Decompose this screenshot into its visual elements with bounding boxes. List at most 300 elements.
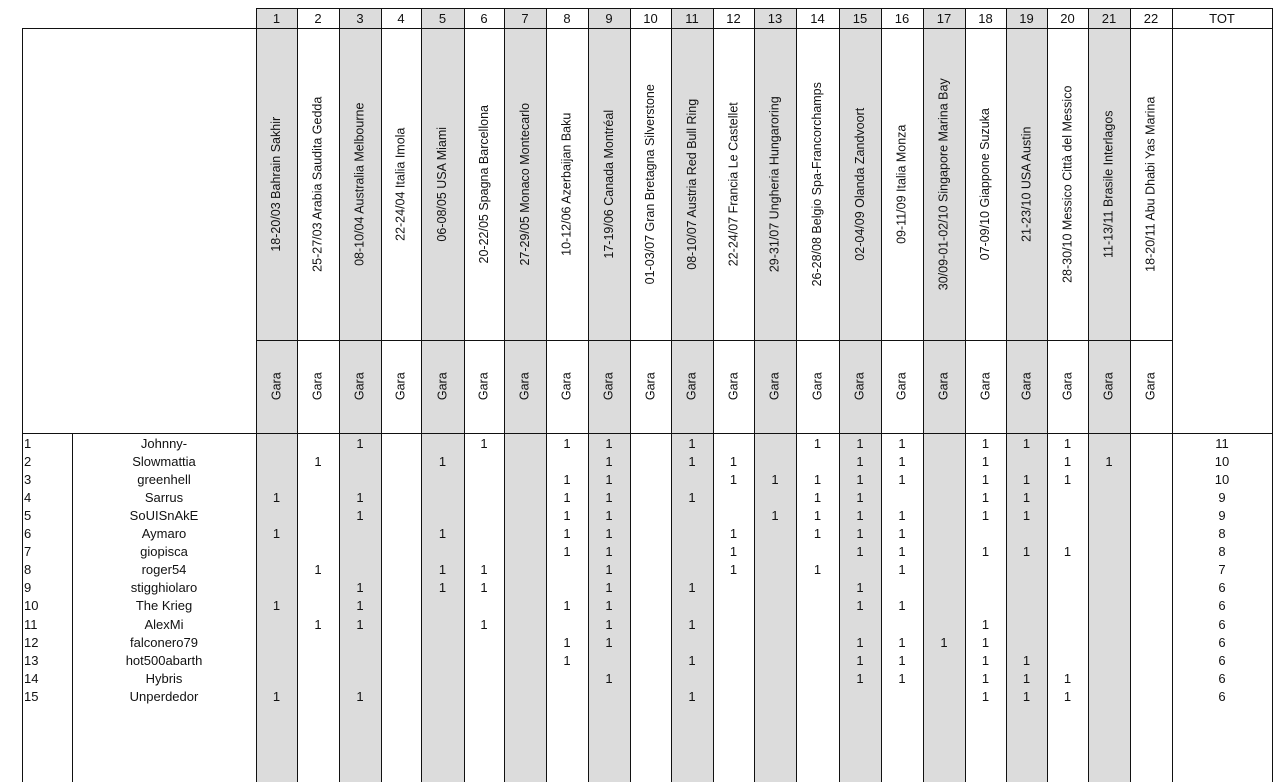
race-label-cell — [1006, 28, 1047, 340]
score-mark: 1 — [605, 580, 613, 596]
score-mark: 1 — [563, 435, 571, 451]
score-mark: 1 — [856, 489, 864, 505]
grid-line — [381, 8, 382, 433]
score-mark: 1 — [1063, 544, 1072, 560]
row-total: 8 — [1218, 526, 1226, 542]
grid-line — [504, 8, 505, 433]
session-cell — [923, 340, 965, 433]
race-label: 01-03/07 Gran Bretagna Silverstone — [643, 83, 658, 285]
race-label-cell — [630, 28, 671, 340]
player-name: The Krieg — [135, 598, 193, 614]
score-mark: 1 — [605, 507, 613, 523]
score-mark: 1 — [856, 526, 864, 542]
score-mark: 1 — [856, 598, 864, 614]
row-total: 6 — [1218, 652, 1226, 668]
session-cell — [754, 340, 796, 433]
grid-line — [22, 28, 23, 782]
session-label: Gara — [601, 372, 616, 401]
race-label-cell — [381, 28, 421, 340]
score-mark: 1 — [771, 471, 779, 487]
session-label: Gara — [936, 372, 951, 401]
score-mark: 1 — [605, 471, 613, 487]
grid-line — [839, 434, 840, 782]
session-label: Gara — [767, 372, 782, 401]
race-label: 21-23/10 USA Austin — [1019, 126, 1034, 242]
score-mark: 1 — [898, 598, 906, 614]
score-mark: 1 — [981, 688, 990, 704]
session-label: Gara — [978, 372, 993, 401]
score-mark: 1 — [813, 471, 822, 487]
race-label-cell — [504, 28, 546, 340]
race-label: 18-20/03 Bahrain Sakhir — [269, 116, 284, 252]
score-mark: 1 — [272, 598, 281, 614]
score-mark: 1 — [356, 489, 364, 505]
session-label: Gara — [393, 372, 408, 401]
row-total: 9 — [1218, 507, 1226, 523]
player-name: Unperdedor — [129, 688, 199, 704]
score-mark: 1 — [856, 670, 864, 686]
grid-line — [256, 340, 1172, 341]
score-mark: 1 — [1022, 670, 1031, 686]
session-label: Gara — [435, 372, 450, 401]
score-mark: 1 — [480, 562, 488, 578]
score-mark: 1 — [729, 471, 738, 487]
score-mark: 1 — [563, 471, 571, 487]
score-mark: 1 — [981, 652, 990, 668]
score-mark: 1 — [563, 634, 571, 650]
score-mark: 1 — [856, 471, 864, 487]
race-number: 6 — [480, 10, 488, 26]
score-mark: 1 — [813, 435, 822, 451]
race-column-shade — [1088, 434, 1130, 782]
race-label: 22-24/04 Italia Imola — [393, 127, 408, 241]
session-cell — [297, 340, 339, 433]
score-mark: 1 — [856, 580, 864, 596]
score-mark: 1 — [898, 634, 906, 650]
score-mark: 1 — [438, 580, 447, 596]
score-mark: 1 — [771, 507, 779, 523]
grid-line — [256, 8, 1273, 9]
grid-line — [297, 8, 298, 433]
session-cell — [839, 340, 881, 433]
session-label: Gara — [1060, 372, 1075, 401]
total-header: TOT — [1209, 10, 1235, 26]
row-total: 8 — [1218, 544, 1226, 560]
grid-line — [1047, 8, 1048, 433]
race-label-cell — [1130, 28, 1172, 340]
score-mark: 1 — [856, 453, 864, 469]
score-mark: 1 — [688, 616, 696, 632]
score-mark: 1 — [1063, 670, 1072, 686]
row-total: 6 — [1218, 688, 1226, 704]
race-label: 08-10/04 Australia Melbourne — [352, 102, 367, 266]
grid-line — [796, 8, 797, 433]
player-name: Aymaro — [141, 526, 187, 542]
race-number: 7 — [521, 10, 529, 26]
grid-line — [588, 8, 589, 433]
grid-line — [1088, 8, 1089, 433]
score-mark: 1 — [813, 507, 822, 523]
player-name: hot500abarth — [125, 652, 203, 668]
session-cell — [421, 340, 464, 433]
grid-line — [630, 8, 631, 433]
score-mark: 1 — [898, 507, 906, 523]
score-mark: 1 — [1022, 688, 1031, 704]
grid-line — [588, 434, 589, 782]
score-mark: 1 — [1022, 507, 1031, 523]
score-mark: 1 — [729, 562, 738, 578]
session-label: Gara — [852, 372, 867, 401]
score-mark: 1 — [1105, 453, 1113, 469]
score-mark: 1 — [356, 688, 364, 704]
rank-cell: 1 — [24, 435, 32, 451]
session-label: Gara — [1143, 372, 1158, 401]
score-mark: 1 — [605, 670, 613, 686]
race-label-cell — [671, 28, 713, 340]
race-label-cell — [297, 28, 339, 340]
score-mark: 1 — [813, 562, 822, 578]
score-mark: 1 — [856, 544, 864, 560]
race-label: 28-30/10 Messico Città del Messico — [1060, 85, 1075, 283]
score-mark: 1 — [314, 562, 322, 578]
race-label-cell — [1047, 28, 1088, 340]
score-mark: 1 — [438, 453, 447, 469]
rank-cell: 2 — [24, 453, 32, 469]
race-label: 08-10/07 Austria Red Bull Ring — [684, 98, 699, 270]
score-mark: 1 — [981, 544, 990, 560]
score-mark: 1 — [856, 507, 864, 523]
score-mark: 1 — [563, 526, 571, 542]
race-number: 10 — [643, 10, 658, 26]
race-label-cell — [881, 28, 923, 340]
score-mark: 1 — [356, 435, 364, 451]
score-mark: 1 — [356, 616, 364, 632]
score-mark: 1 — [563, 489, 571, 505]
race-label-cell — [1088, 28, 1130, 340]
rank-cell: 4 — [24, 489, 32, 505]
grid-line — [1130, 434, 1131, 782]
rank-cell: 9 — [24, 580, 32, 596]
grid-line — [713, 8, 714, 433]
session-label: Gara — [517, 372, 532, 401]
race-label-cell — [713, 28, 754, 340]
player-name: Slowmattia — [132, 453, 196, 469]
race-number: 4 — [397, 10, 405, 26]
score-mark: 1 — [688, 453, 696, 469]
session-cell — [256, 340, 297, 433]
score-mark: 1 — [688, 489, 696, 505]
session-label: Gara — [894, 372, 909, 401]
race-label: 17-19/06 Canada Montréal — [601, 109, 616, 259]
race-column-shade — [504, 434, 546, 782]
grid-line — [965, 434, 966, 782]
race-label-cell — [256, 28, 297, 340]
race-number: 3 — [356, 10, 364, 26]
score-mark: 1 — [605, 435, 613, 451]
race-label: 26-28/08 Belgio Spa-Francorchamps — [810, 81, 825, 287]
player-name: falconero79 — [130, 634, 198, 650]
grid-line — [671, 8, 672, 433]
score-mark: 1 — [856, 435, 864, 451]
session-cell — [1047, 340, 1088, 433]
grid-line — [1047, 434, 1048, 782]
race-label-cell — [839, 28, 881, 340]
race-number: 12 — [726, 10, 741, 26]
score-mark: 1 — [480, 435, 488, 451]
race-label: 20-22/05 Spagna Barcellona — [476, 104, 491, 264]
session-cell — [881, 340, 923, 433]
grid-line — [546, 434, 547, 782]
grid-line — [22, 433, 1273, 434]
race-number: 2 — [314, 10, 322, 26]
rank-cell: 11 — [24, 616, 38, 632]
grid-line — [1130, 8, 1131, 433]
score-mark: 1 — [438, 526, 447, 542]
score-mark: 1 — [356, 507, 364, 523]
race-label: 25-27/03 Arabia Saudita Gedda — [310, 96, 325, 272]
score-mark: 1 — [605, 544, 613, 560]
score-mark: 1 — [981, 435, 990, 451]
race-label: 22-24/07 Francia Le Castellet — [726, 102, 741, 266]
rank-cell: 15 — [24, 688, 39, 704]
grid-line — [923, 434, 924, 782]
score-mark: 1 — [688, 652, 696, 668]
score-mark: 1 — [356, 598, 364, 614]
score-mark: 1 — [605, 562, 613, 578]
score-mark: 1 — [856, 634, 864, 650]
player-name: roger54 — [141, 562, 187, 578]
score-mark: 1 — [729, 453, 738, 469]
race-label: 29-31/07 Ungheria Hungaroring — [767, 96, 782, 272]
race-label: 02-04/09 Olanda Zandvoort — [852, 107, 867, 261]
race-label: 10-12/06 Azerbaijan Baku — [559, 112, 574, 256]
rank-cell: 8 — [24, 562, 32, 578]
score-mark: 1 — [314, 453, 322, 469]
score-mark: 1 — [605, 526, 613, 542]
grid-line — [464, 8, 465, 433]
score-mark: 1 — [981, 670, 990, 686]
score-mark: 1 — [898, 453, 906, 469]
session-cell — [339, 340, 381, 433]
grid-line — [671, 434, 672, 782]
grid-line — [881, 434, 882, 782]
session-cell — [1088, 340, 1130, 433]
grid-line — [72, 434, 73, 782]
score-mark: 1 — [898, 526, 906, 542]
grid-line — [713, 434, 714, 782]
session-cell — [965, 340, 1006, 433]
race-label-cell — [464, 28, 504, 340]
race-label: 11-13/11 Brasile Interlagos — [1101, 110, 1116, 258]
race-label: 18-20/11 Abu Dhabi Yas Marina — [1143, 96, 1158, 272]
row-total: 10 — [1214, 471, 1230, 487]
score-mark: 1 — [1022, 652, 1031, 668]
grid-line — [421, 434, 422, 782]
score-mark: 1 — [272, 688, 281, 704]
score-mark: 1 — [272, 489, 281, 505]
race-number: 1 — [272, 10, 281, 26]
score-mark: 1 — [813, 489, 822, 505]
score-mark: 1 — [981, 634, 990, 650]
grid-line — [1006, 8, 1007, 433]
score-mark: 1 — [605, 489, 613, 505]
race-number: 11 — [685, 10, 699, 26]
score-mark: 1 — [981, 489, 990, 505]
grid-line — [923, 8, 924, 433]
score-mark: 1 — [1022, 471, 1031, 487]
session-label: Gara — [1101, 372, 1116, 401]
score-mark: 1 — [856, 652, 864, 668]
session-cell — [504, 340, 546, 433]
race-number: 13 — [767, 10, 783, 26]
race-column-shade — [923, 434, 965, 782]
score-mark: 1 — [898, 670, 906, 686]
grid-line — [22, 28, 1273, 29]
score-mark: 1 — [480, 616, 488, 632]
score-mark: 1 — [898, 562, 906, 578]
race-number: 8 — [563, 10, 571, 26]
grid-line — [421, 8, 422, 433]
score-mark: 1 — [981, 507, 990, 523]
score-mark: 1 — [688, 580, 696, 596]
session-label: Gara — [726, 372, 741, 401]
score-mark: 1 — [605, 616, 613, 632]
rank-cell: 3 — [24, 471, 32, 487]
grid-line — [1006, 434, 1007, 782]
grid-line — [1172, 434, 1173, 782]
row-total: 6 — [1218, 670, 1226, 686]
race-number: 22 — [1143, 10, 1159, 26]
grid-line — [256, 434, 257, 782]
session-label: Gara — [352, 372, 367, 401]
session-label: Gara — [310, 372, 325, 401]
race-number: 9 — [605, 10, 613, 26]
score-mark: 1 — [1022, 435, 1031, 451]
score-mark: 1 — [1022, 489, 1031, 505]
score-mark: 1 — [1022, 544, 1031, 560]
race-label: 27-29/05 Monaco Montecarlo — [517, 102, 532, 266]
race-number: 20 — [1060, 10, 1075, 26]
score-mark: 1 — [898, 471, 906, 487]
score-mark: 1 — [1063, 435, 1072, 451]
row-total: 6 — [1218, 580, 1226, 596]
row-total: 6 — [1218, 598, 1226, 614]
rank-cell: 13 — [24, 652, 39, 668]
grid-line — [381, 434, 382, 782]
race-label-cell — [546, 28, 588, 340]
race-label: 06-08/05 USA Miami — [435, 126, 450, 242]
player-name: stigghiolaro — [130, 580, 198, 596]
score-mark: 1 — [729, 526, 738, 542]
session-cell — [1130, 340, 1172, 433]
grid-line — [1272, 8, 1273, 782]
score-mark: 1 — [813, 526, 822, 542]
row-total: 10 — [1214, 453, 1230, 469]
race-label-cell — [923, 28, 965, 340]
rank-cell: 6 — [24, 526, 32, 542]
race-number: 5 — [438, 10, 447, 26]
grid-line — [881, 8, 882, 433]
session-label: Gara — [269, 372, 284, 401]
race-label: 07-09/10 Giappone Suzuka — [978, 107, 993, 261]
rank-cell: 7 — [24, 544, 32, 560]
score-mark: 1 — [729, 544, 738, 560]
session-cell — [796, 340, 839, 433]
race-label-cell — [754, 28, 796, 340]
grid-line — [256, 8, 257, 433]
grid-line — [339, 434, 340, 782]
race-number: 18 — [978, 10, 993, 26]
score-mark: 1 — [438, 562, 447, 578]
grid-line — [754, 8, 755, 433]
score-mark: 1 — [480, 580, 488, 596]
score-mark: 1 — [356, 580, 364, 596]
score-mark: 1 — [1063, 471, 1072, 487]
race-label-cell — [421, 28, 464, 340]
rank-cell: 14 — [24, 670, 39, 686]
grid-line — [796, 434, 797, 782]
session-label: Gara — [1019, 372, 1034, 401]
race-number: 15 — [852, 10, 868, 26]
score-mark: 1 — [981, 471, 990, 487]
grid-line — [839, 8, 840, 433]
rank-cell: 12 — [24, 634, 39, 650]
score-mark: 1 — [314, 616, 322, 632]
race-number: 21 — [1101, 10, 1117, 26]
player-name: Hybris — [145, 670, 183, 686]
score-mark: 1 — [1063, 453, 1072, 469]
race-label: 30/09-01-02/10 Singapore Marina Bay — [936, 78, 951, 290]
session-label: Gara — [643, 372, 658, 401]
session-cell — [588, 340, 630, 433]
session-cell — [381, 340, 421, 433]
player-name: SoUISnAkE — [129, 507, 199, 523]
grid-line — [630, 434, 631, 782]
session-cell — [1006, 340, 1047, 433]
score-mark: 1 — [688, 435, 696, 451]
session-cell — [464, 340, 504, 433]
score-mark: 1 — [563, 507, 571, 523]
session-label: Gara — [476, 372, 491, 401]
score-mark: 1 — [898, 652, 906, 668]
score-mark: 1 — [605, 453, 613, 469]
grid-line — [464, 434, 465, 782]
row-total: 11 — [1215, 435, 1229, 451]
grid-line — [504, 434, 505, 782]
grid-line — [1088, 434, 1089, 782]
race-column-shade — [671, 434, 713, 782]
score-mark: 1 — [605, 634, 613, 650]
grid-line — [754, 434, 755, 782]
row-total: 7 — [1218, 562, 1226, 578]
score-mark: 1 — [1063, 688, 1072, 704]
race-number: 14 — [810, 10, 825, 26]
rank-cell: 10 — [24, 598, 39, 614]
score-mark: 1 — [981, 616, 990, 632]
race-label-cell — [588, 28, 630, 340]
session-label: Gara — [684, 372, 699, 401]
grid-line — [297, 434, 298, 782]
player-name: greenhell — [137, 471, 191, 487]
row-total: 6 — [1218, 616, 1226, 632]
row-total: 9 — [1218, 489, 1226, 505]
score-mark: 1 — [688, 688, 696, 704]
row-total: 6 — [1218, 634, 1226, 650]
race-number: 16 — [894, 10, 910, 26]
score-mark: 1 — [605, 598, 613, 614]
score-mark: 1 — [272, 526, 281, 542]
session-label: Gara — [810, 372, 825, 401]
